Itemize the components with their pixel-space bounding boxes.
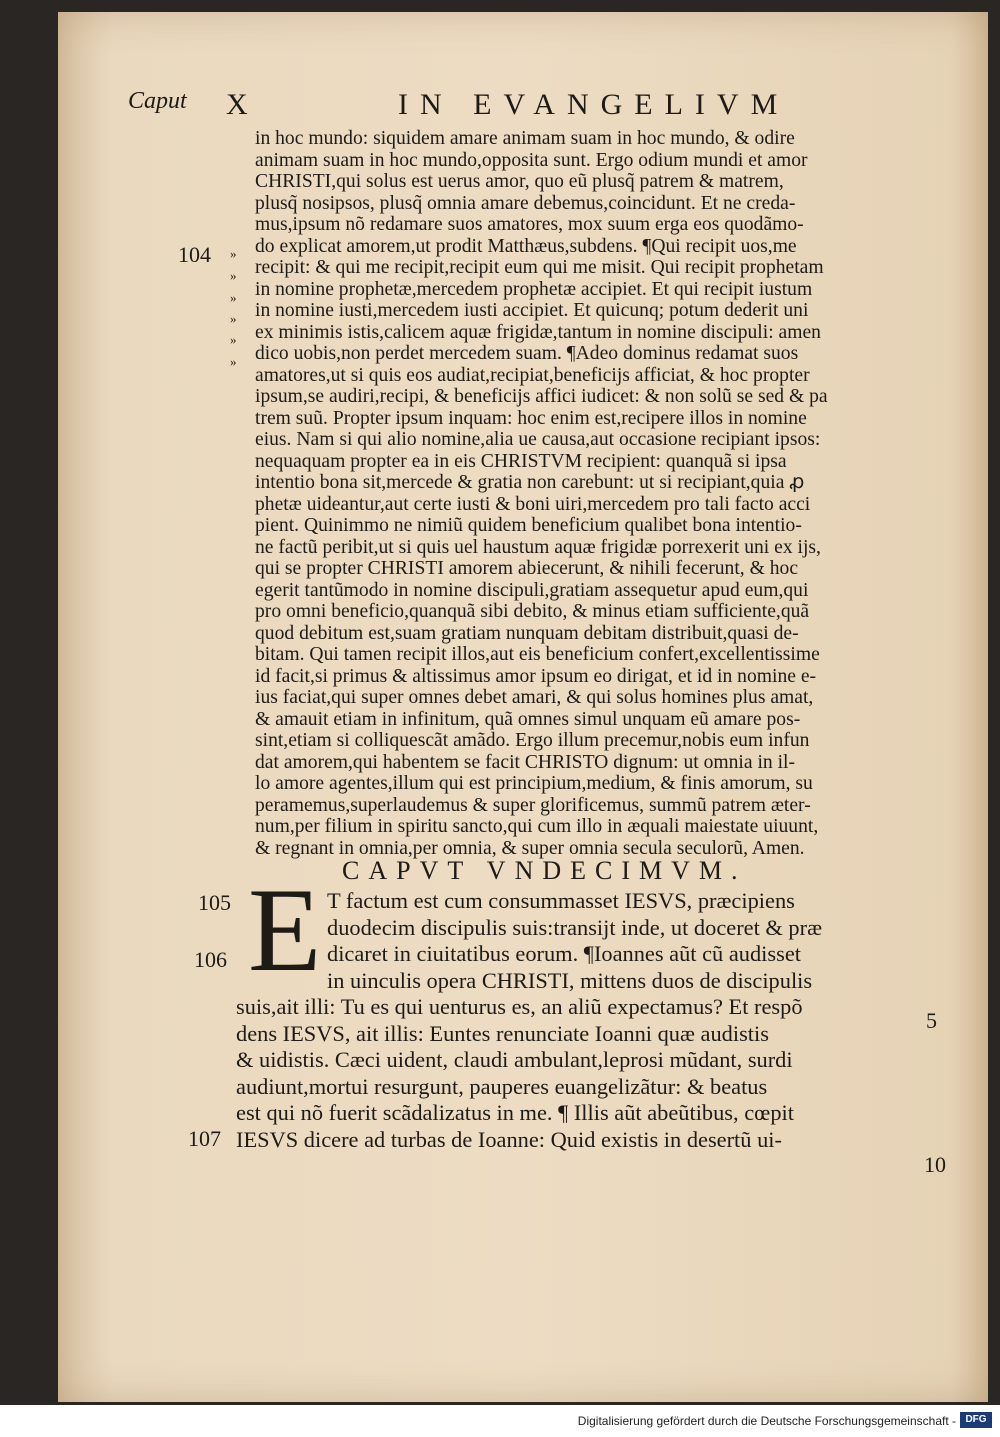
paragraph-continuation [255, 128, 935, 859]
margin-number-106: 106 [194, 947, 227, 972]
text-line: plusq̃ nosipsos, plusq̃ omnia amare debemus,coincidunt. Et ne creda- [255, 192, 796, 214]
margin-number-5: 5 [926, 1008, 937, 1033]
text-line: animam suam in hoc mundo,opposita sunt. Ergo odium mundi et amor [255, 149, 808, 171]
text-line: peramemus,superlaudemus & super glorificemus, summũ patrem æter- [255, 794, 811, 816]
quote-mark: » [230, 268, 237, 283]
text-line: duodecim discipulis suis:transijt inde, ut doceret & præ [327, 914, 823, 940]
text-line: bitam. Qui tamen recipit illos,aut eis beneficium confert,excellentissime [255, 644, 820, 665]
paragraph-body [236, 994, 926, 1153]
chapter-heading: CAPVT VNDECIMVM. [342, 856, 747, 885]
text-line: T factum est cum consummasset IESVS, præcipiens [327, 888, 795, 913]
text-line: dat amorem,qui habentem se facit CHRISTO dignum: ut omnia in il- [255, 751, 796, 773]
margin-number-105: 105 [198, 890, 231, 915]
text-line: dico uobis,non perdet mercedem suam. ¶Adeo dominus redamat suos [255, 343, 799, 364]
text-line: id facit,si primus & altissimus amor ipsum eo dirigat, et id in nomine e- [255, 665, 817, 687]
quote-mark: » [230, 290, 237, 305]
text-line: & uidistis. Cæci uident, claudi ambulant,leprosi mũdant, surdi [236, 1047, 793, 1072]
text-line: lo amore agentes,illum qui est principium,medium, & finis amorum, su [255, 773, 813, 794]
text-line: ex minimis istis,calicem aquæ frigidæ,tantum in nomine discipuli: amen [255, 321, 821, 343]
text-line: in uinculis opera CHRISTI, mittens duos de discipulis [327, 967, 813, 993]
text-line: egerit tantũmodo in nomine discipuli,gratiam assequetur apud eum,qui [255, 579, 809, 601]
text-line: dens IESVS, ait illis: Euntes renunciate Ioanni quæ audistis [236, 1020, 769, 1046]
text-line: phetæ uideantur,aut certe iusti & boni uiri,mercedem pro tali facto acci [255, 493, 811, 515]
text-line: est qui nõ fuerit scãdalizatus in me. ¶ Illis aũt abeũtibus, cœpit [236, 1100, 794, 1125]
text-line: audiunt,mortui resurgunt, pauperes euangelizãtur: & beatus [236, 1073, 768, 1099]
margin-number-104: 104 [178, 242, 211, 267]
text-line: suis,ait illi: Tu es qui uenturus es, an aliũ expectamus? Et respõ [236, 994, 803, 1019]
margin-number-107: 107 [188, 1126, 221, 1151]
text-line: CHRISTI,qui solus est uerus amor, quo eũ plusq̃ patrem & matrem, [255, 171, 784, 192]
quote-mark: » [230, 311, 237, 326]
paragraph-indented [327, 888, 927, 994]
quote-mark: » [230, 246, 237, 261]
text-line: amatores,ut si quis eos audiat,recipiat,beneficijs afficiat, & hoc propter [255, 364, 810, 386]
text-line: pro omni beneficio,quanquã sibi debito, & minus etiam sufficiente,quã [255, 601, 810, 622]
funding-credit: Digitalisierung gefördert durch die Deutsche Forschungsgemeinschaft - [577, 1414, 956, 1428]
text-line: do explicat amorem,ut prodit Matthæus,subdens. ¶Qui recipit uos,me [255, 235, 797, 257]
text-line: ne factũ peribit,ut si quis uel haustum aquæ frigidæ porrexerit uni ex ijs, [255, 536, 821, 558]
text-line: intentio bona sit,mercede & gratia non carebunt: ut si recipiant,quia ꝓ [255, 472, 805, 493]
text-line: in nomine prophetæ,mercedem prophetæ accipiet. Et qui recipit iustum [255, 278, 813, 300]
text-line: in hoc mundo: siquidem amare animam suam in hoc mundo, & odire [255, 128, 795, 149]
text-line: in nomine iusti,mercedem iusti accipiet. Et quicunq; potum dederit uni [255, 300, 809, 321]
text-line: nequaquam propter ea in eis CHRISTVM recipient: quanquã si ipsa [255, 450, 787, 472]
text-line: recipit: & qui me recipit,recipit eum qui me misit. Qui recipit prophetam [255, 257, 824, 278]
text-line: IESVS dicere ad turbas de Ioanne: Quid existis in desertũ ui- [236, 1126, 782, 1152]
text-line: sint,etiam si colliquescãt amãdo. Ergo illum precemur,nobis eum infun [255, 730, 810, 751]
text-line: pient. Quinimmo ne nimiũ quidem beneficium qualibet bona intentio- [255, 515, 802, 536]
text-line: eius. Nam si qui alio nomine,alia ue causa,aut occasione recipiant ipsos: [255, 429, 821, 450]
quote-mark: » [230, 332, 237, 347]
text-line: ipsum,se audiri,recipi, & beneficijs affici iudicet: & non solũ se sed & pa [255, 386, 828, 407]
margin-number-10: 10 [924, 1152, 946, 1177]
text-line: & regnant in omnia,per omnia, & super omnia secula seculorũ, Amen. [255, 837, 805, 859]
text-line: mus,ipsum nõ redamare suos amatores, mox suum erga eos quodãmo- [255, 214, 804, 235]
running-head-left: Caput [128, 88, 187, 114]
text-line: dicaret in ciuitatibus eorum. ¶Ioannes aũt cũ audisset [327, 941, 801, 966]
text-line: quod debitum est,suam gratiam nunquam debitam distribuit,quasi de- [255, 622, 799, 644]
text-line: num,per filium in spiritu sancto,qui cum illo in æquali maiestate uiuunt, [255, 816, 819, 837]
text-line: & amauit etiam in infinitum, quã omnes simul unquam eũ amare pos- [255, 708, 801, 730]
text-line: trem suũ. Propter ipsum inquam: hoc enim est,recipere illos in nomine [255, 407, 807, 429]
quote-mark: » [230, 354, 237, 369]
text-line: ius faciat,qui super omnes debet amari, & qui solus homines plus amat, [255, 687, 814, 708]
running-title: IN EVANGELIVM [398, 88, 790, 121]
dfg-logo: DFG [960, 1412, 992, 1428]
footer-bar [0, 1405, 1000, 1437]
text-line: qui se propter CHRISTI amorem abiecerunt, & nihili fecerunt, & hoc [255, 558, 799, 579]
chapter-numeral: X [226, 88, 250, 121]
drop-cap: E [248, 863, 322, 996]
